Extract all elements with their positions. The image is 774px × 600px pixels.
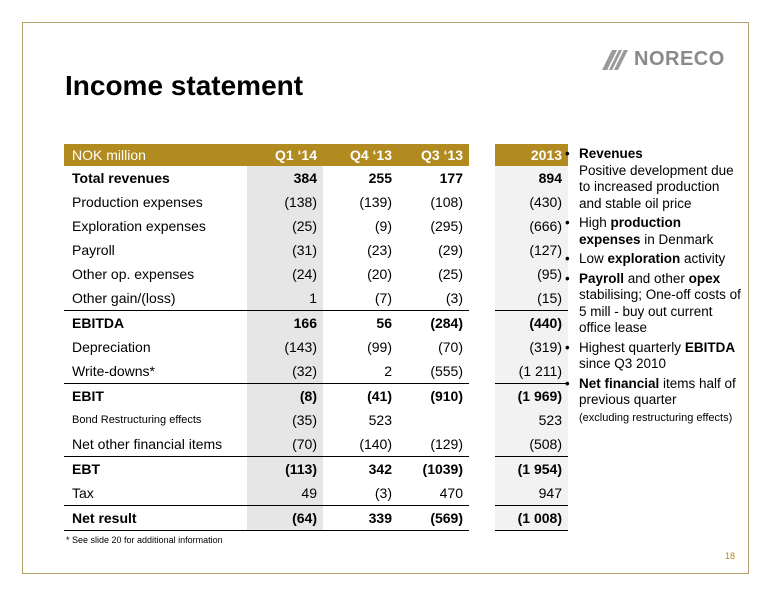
- cell-q4-13: (23): [367, 242, 392, 258]
- cell-2013: (1 969): [495, 384, 568, 409]
- cell-q4-13: (139): [359, 194, 392, 210]
- row-label: Bond Restructuring effects: [72, 414, 202, 426]
- cell-q4-13: (3): [374, 485, 392, 501]
- bullet-exploration: [563, 251, 743, 268]
- bullet-net-financial: [563, 376, 743, 426]
- bullet-revenues: [563, 146, 743, 212]
- cell-q3-13: (295): [430, 218, 463, 234]
- row-label: Total revenues: [72, 170, 170, 186]
- cell-q4-13: 2: [384, 363, 392, 379]
- row-label: EBT: [64, 457, 247, 482]
- cell-q3-13: (1039): [398, 457, 469, 482]
- table-row: [64, 166, 568, 190]
- bullet-small-text: (excluding restructuring effects): [579, 411, 733, 424]
- noreco-logo: [602, 48, 725, 71]
- row-label: Production expenses: [72, 194, 203, 210]
- cell-q4-13: 523: [368, 412, 392, 428]
- cell-q1-14: (113): [247, 457, 323, 482]
- bullet-bold: production expenses: [579, 215, 682, 247]
- cell-2013: (1 008): [495, 506, 568, 531]
- bullet-text: in Denmark: [640, 231, 714, 247]
- cell-2013: (15): [495, 286, 568, 311]
- cell-q1-14: (143): [247, 335, 323, 359]
- cell-2013: (1 954): [495, 457, 568, 482]
- cell-q1-14: (31): [247, 238, 323, 262]
- cell-q4-13: (41): [323, 384, 398, 409]
- cell-q3-13: [398, 408, 469, 432]
- row-label: Net result: [64, 506, 247, 531]
- bullet-bold: Net financial: [579, 375, 660, 391]
- bullet-payroll-opex: [563, 271, 743, 337]
- cell-2013: (127): [495, 238, 568, 262]
- bullet-bold: Payroll: [579, 270, 625, 286]
- footnote: * See slide 20 for additional information: [66, 535, 223, 545]
- page-number: 18: [725, 551, 736, 561]
- cell-q4-13: 255: [368, 170, 392, 186]
- cell-q4-13: 56: [323, 311, 398, 336]
- commentary-bullets: [563, 146, 743, 428]
- cell-q3-13: 470: [439, 485, 463, 501]
- bullet-text: Positive development due to increased production and stable oil price: [579, 162, 734, 211]
- cell-q1-14: 49: [247, 481, 323, 506]
- cell-2013: (430): [495, 190, 568, 214]
- cell-q1-14: (35): [247, 408, 323, 432]
- cell-2013: (666): [495, 214, 568, 238]
- cell-2013: (440): [495, 311, 568, 336]
- table-row: [64, 506, 568, 531]
- table-row: [64, 457, 568, 482]
- row-label: Other gain/(loss): [72, 290, 176, 306]
- cell-q3-13: (284): [398, 311, 469, 336]
- cell-q3-13: (910): [398, 384, 469, 409]
- cell-q4-13: (7): [374, 290, 392, 306]
- bullet-text: items half of previous quarter: [579, 375, 736, 407]
- table-row: [64, 238, 568, 262]
- noreco-logo-icon: [602, 50, 628, 70]
- cell-q3-13: (555): [430, 363, 463, 379]
- row-label: Payroll: [72, 242, 115, 258]
- cell-q3-13: (3): [445, 290, 463, 306]
- table-row: [64, 190, 568, 214]
- cell-q1-14: (8): [247, 384, 323, 409]
- page-title: Income statement: [65, 70, 304, 101]
- bullet-bold: exploration: [607, 251, 681, 266]
- cell-q1-14: (25): [247, 214, 323, 238]
- table-row: [64, 286, 568, 311]
- cell-q4-13: (20): [367, 266, 392, 282]
- logo-text: NORECO: [634, 48, 725, 70]
- cell-2013: 523: [495, 408, 568, 432]
- cell-q4-13: 342: [323, 457, 398, 482]
- bullet-bold: opex: [688, 270, 721, 286]
- row-label: Tax: [72, 485, 94, 501]
- header-q1-14: Q1 ‘14: [247, 144, 323, 166]
- header-2013: 2013: [495, 144, 568, 166]
- bullet-text: Highest quarterly: [579, 339, 685, 355]
- table-row: [64, 432, 568, 457]
- cell-q1-14: 1: [247, 286, 323, 311]
- bullet-bold: EBITDA: [684, 339, 736, 355]
- bullet-bold: Revenues: [579, 146, 643, 161]
- row-label: Other op. expenses: [72, 266, 195, 282]
- cell-q3-13: (29): [438, 242, 463, 258]
- cell-q1-14: 384: [247, 166, 323, 190]
- bullet-text: Low: [579, 251, 608, 266]
- table-row: [64, 359, 568, 384]
- cell-q4-13: (140): [359, 436, 392, 452]
- table-row: [64, 262, 568, 286]
- table-row: [64, 384, 568, 409]
- bullet-text: stabilising; One-off costs of 5 mill - buy out current office lease: [579, 287, 741, 335]
- row-label: EBIT: [64, 384, 247, 409]
- cell-q4-13: 339: [323, 506, 398, 531]
- row-label: Depreciation: [72, 339, 151, 355]
- cell-q3-13: (129): [430, 436, 463, 452]
- row-label: Net other financial items: [72, 436, 223, 452]
- header-q4-13: Q4 ‘13: [323, 144, 398, 166]
- cell-q4-13: (9): [374, 218, 392, 234]
- bullet-text: and other: [624, 270, 689, 286]
- cell-q1-14: (70): [247, 432, 323, 457]
- header-q3-13: Q3 ‘13: [398, 144, 469, 166]
- cell-q1-14: (24): [247, 262, 323, 286]
- bullet-text: High: [579, 215, 611, 230]
- cell-q3-13: (569): [398, 506, 469, 531]
- bullet-ebitda: [563, 340, 743, 373]
- bullet-text: since Q3 2010: [579, 356, 667, 371]
- table-header-row: [64, 144, 568, 166]
- cell-q3-13: (108): [430, 194, 463, 210]
- cell-2013: (1 211): [495, 359, 568, 384]
- cell-q1-14: (32): [247, 359, 323, 384]
- cell-q3-13: (70): [438, 339, 463, 355]
- header-label: NOK million: [64, 144, 247, 166]
- cell-q4-13: (99): [367, 339, 392, 355]
- table-row: [64, 408, 568, 432]
- table-row: [64, 481, 568, 506]
- row-label: EBITDA: [64, 311, 247, 336]
- cell-q1-14: (138): [247, 190, 323, 214]
- cell-q1-14: 166: [247, 311, 323, 336]
- cell-q3-13: 177: [439, 170, 463, 186]
- row-label: Exploration expenses: [72, 218, 206, 234]
- cell-q3-13: (25): [438, 266, 463, 282]
- cell-2013: 894: [495, 166, 568, 190]
- table-row: [64, 311, 568, 336]
- cell-2013: (508): [495, 432, 568, 457]
- table-row: [64, 214, 568, 238]
- cell-q1-14: (64): [247, 506, 323, 531]
- row-label: Write-downs*: [72, 363, 155, 379]
- cell-2013: (319): [495, 335, 568, 359]
- cell-2013: (95): [495, 262, 568, 286]
- bullet-text: activity: [680, 251, 726, 266]
- income-statement-table: [64, 144, 568, 531]
- table-row: [64, 335, 568, 359]
- cell-2013: 947: [495, 481, 568, 506]
- bullet-production-expenses: [563, 215, 743, 248]
